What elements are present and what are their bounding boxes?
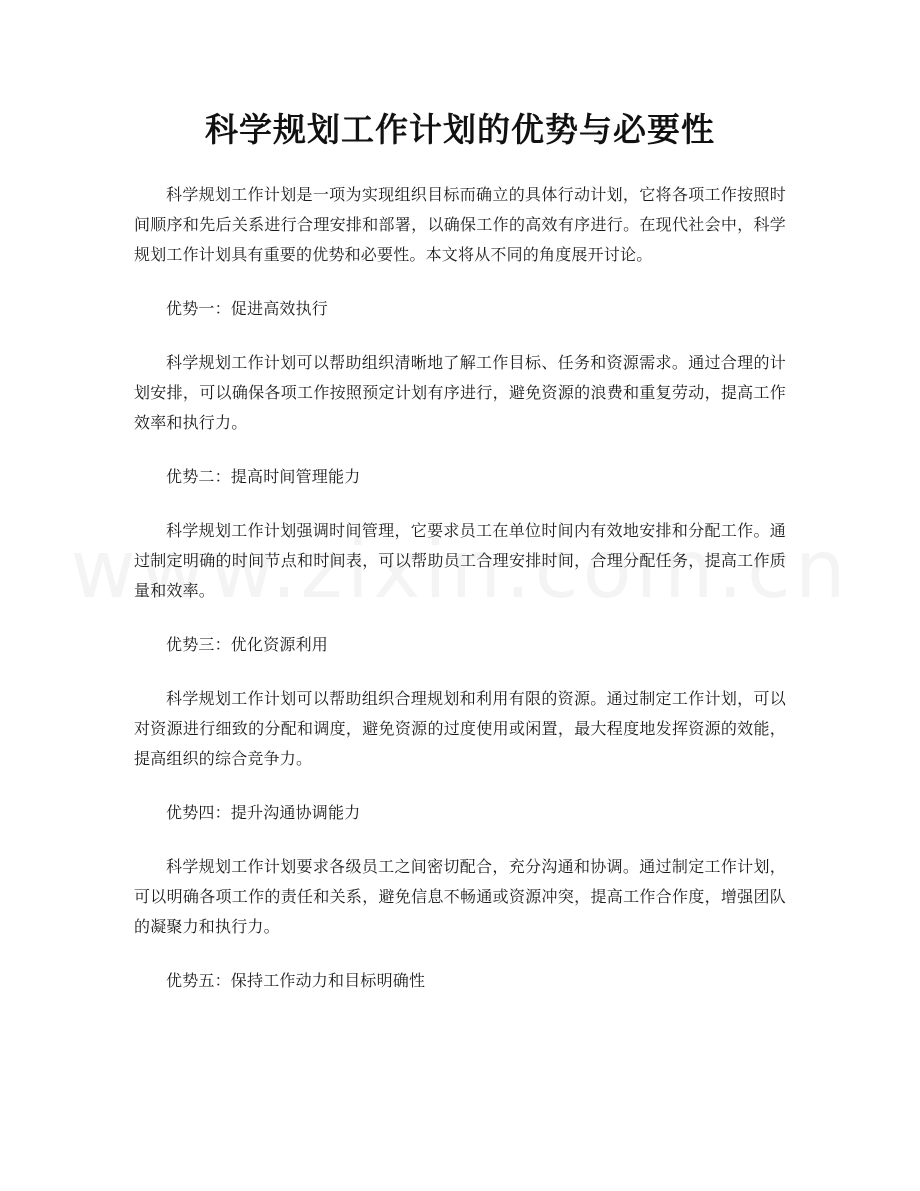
section-heading-4: 优势四：提升沟通协调能力: [166, 803, 361, 822]
section-body-1: 科学规划工作计划可以帮助组织清晰地了解工作目标、任务和资源需求。通过合理的计划安排，可以确保各项工作按照预定计划有序进行，避免资源的浪费和重复劳动，提高工作效率和执行力。: [134, 353, 786, 432]
section-heading-5: 优势五：保持工作动力和目标明确性: [166, 971, 426, 990]
section-body-3: 科学规划工作计划可以帮助组织合理规划和利用有限的资源。通过制定工作计划，可以对资源进行细致的分配和调度，避免资源的过度使用或闲置，最大程度地发挥资源的效能，提高组织的综合竞争力。: [134, 689, 786, 768]
document-title: 科学规划工作计划的优势与必要性: [205, 110, 715, 149]
section-heading-2: 优势二：提高时间管理能力: [166, 467, 361, 486]
section-body-2: 科学规划工作计划强调时间管理，它要求员工在单位时间内有效地安排和分配工作。通过制定明确的时间节点和时间表，可以帮助员工合理安排时间，合理分配任务，提高工作质量和效率。: [134, 521, 786, 600]
intro-paragraph: 科学规划工作计划是一项为实现组织目标而确立的具体行动计划，它将各项工作按照时间顺序和先后关系进行合理安排和部署，以确保工作的高效有序进行。在现代社会中，科学规划工作计划具有重要的优势和必要性。本文将从不同的角度展开讨论。: [134, 185, 786, 264]
section-body-4: 科学规划工作计划要求各级员工之间密切配合，充分沟通和协调。通过制定工作计划，可以明确各项工作的责任和关系，避免信息不畅通或资源冲突，提高工作合作度，增强团队的凝聚力和执行力。: [134, 857, 786, 936]
section-heading-1: 优势一：促进高效执行: [166, 299, 329, 318]
document-body: [134, 180, 786, 1020]
section-heading-3: 优势三：优化资源利用: [166, 635, 329, 654]
